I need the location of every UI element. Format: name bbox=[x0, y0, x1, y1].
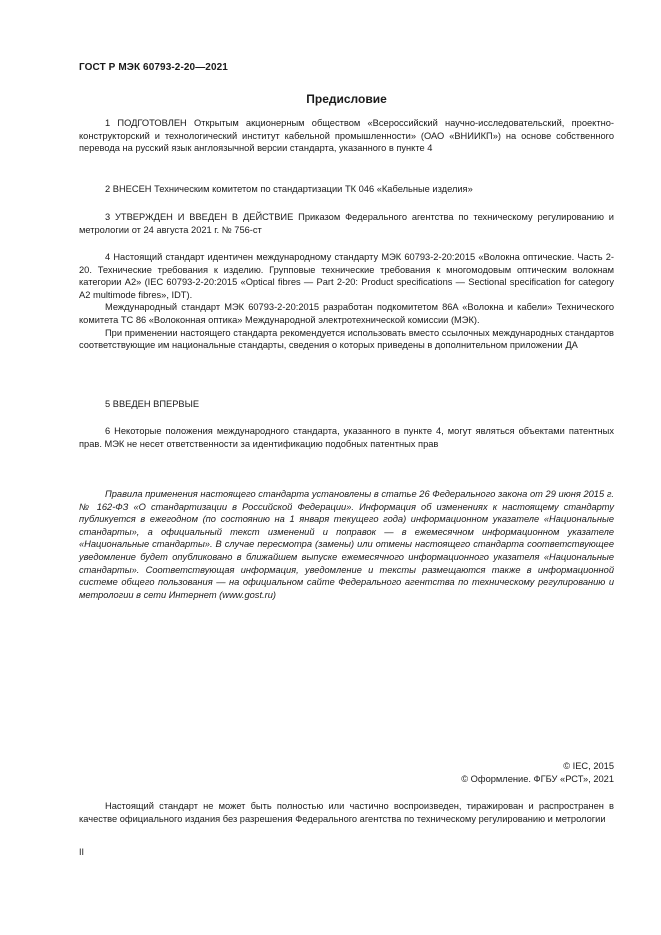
item-1-text: 1 ПОДГОТОВЛЕН Открытым акционерным обществом «Всероссийский научно-исследовательский, проектно-конструкторский и технологический институт кабельной промышленности» (ОАО «ВНИИКП») на основе собственного перевода на русский язык англоязычной версии стандарта, указанного в пункте 4 bbox=[79, 118, 614, 154]
reproduction-notice bbox=[79, 800, 614, 825]
item-3-text: 3 УТВЕРЖДЕН И ВВЕДЕН В ДЕЙСТВИЕ Приказом Федерального агентства по техническому регулированию и метрологии от 24 августа 2021 г. № 756-ст bbox=[79, 212, 614, 235]
item-5-text: 5 ВВЕДЕН ВПЕРВЫЕ bbox=[105, 399, 200, 409]
document-code: ГОСТ Р МЭК 60793-2-20—2021 bbox=[79, 62, 228, 73]
item-4-text: 4 Настоящий стандарт идентичен международному стандарту МЭК 60793-2-20:2015 «Волокна оптические. Часть 2-20. Технические требования к изделию. Групповые технические требования к многомодовым оптическим волокнам категории A2» (IEC 60793-2-20:2015 «Optical fibres — Part 2-20: Product specifications — Sectional specification for category A2 multimode fibres», IDT). bbox=[79, 252, 614, 300]
item-4-subtext: Международный стандарт МЭК 60793-2-20:2015 разработан подкомитетом 86A «Волокна и кабели» Технического комитета TC 86 «Волоконная оптика» Международной электротехнической комиссии (МЭК). bbox=[79, 302, 614, 325]
item-4 bbox=[79, 251, 614, 352]
item-5 bbox=[79, 398, 614, 411]
page-title: Предисловие bbox=[306, 92, 387, 106]
copyright-rst: © Оформление. ФГБУ «РСТ», 2021 bbox=[461, 774, 614, 784]
reproduction-notice-text: Настоящий стандарт не может быть полностью или частично воспроизведен, тиражирован и распространен в качестве официального издания без разрешения Федерального агентства по техническому регулированию и метрологии bbox=[79, 801, 614, 824]
application-rules-text: Правила применения настоящего стандарта установлены в статье 26 Федерального закона от 29 июня 2015 г. № 162-ФЗ «О стандартизации в Российской Федерации». Информация об изменениях к настоящему стандарту публикуется в ежегодном (по состоянию на 1 января текущего года) информационном указателе «Национальные стандарты», а официальный текст изменений и поправок — в ежемесячном информационном указателе «Национальные стандарты». В случае пересмотра (замены) или отмены настоящего стандарта соответствующее уведомление будет опубликовано в ближайшем выпуске ежемесячного информационного указателя «Национальные стандарты». Соответствующая информация, уведомление и тексты размещаются также в информационной системе общего пользования — на официальном сайте Федерального агентства по техническому регулированию и метрологии в сети Интернет (www.gost.ru) bbox=[79, 489, 614, 600]
application-rules-notice bbox=[79, 488, 614, 601]
copyright-block bbox=[461, 760, 614, 786]
item-2-text: 2 ВНЕСЕН Техническим комитетом по стандартизации ТК 046 «Кабельные изделия» bbox=[105, 184, 473, 194]
item-1 bbox=[79, 117, 614, 155]
item-2 bbox=[79, 183, 614, 196]
item-6-text: 6 Некоторые положения международного стандарта, указанного в пункте 4, могут являться объектами патентных прав. МЭК не несет ответственности за идентификацию подобных патентных прав bbox=[79, 426, 614, 449]
copyright-iec: © IEC, 2015 bbox=[563, 761, 614, 771]
item-4-reference-note: При применении настоящего стандарта рекомендуется использовать вместо ссылочных международных стандартов соответствующие им национальные стандарты, сведения о которых приведены в дополнительном приложении ДА bbox=[79, 327, 614, 351]
item-6 bbox=[79, 425, 614, 450]
page-number: II bbox=[79, 847, 85, 857]
item-3 bbox=[79, 211, 614, 236]
